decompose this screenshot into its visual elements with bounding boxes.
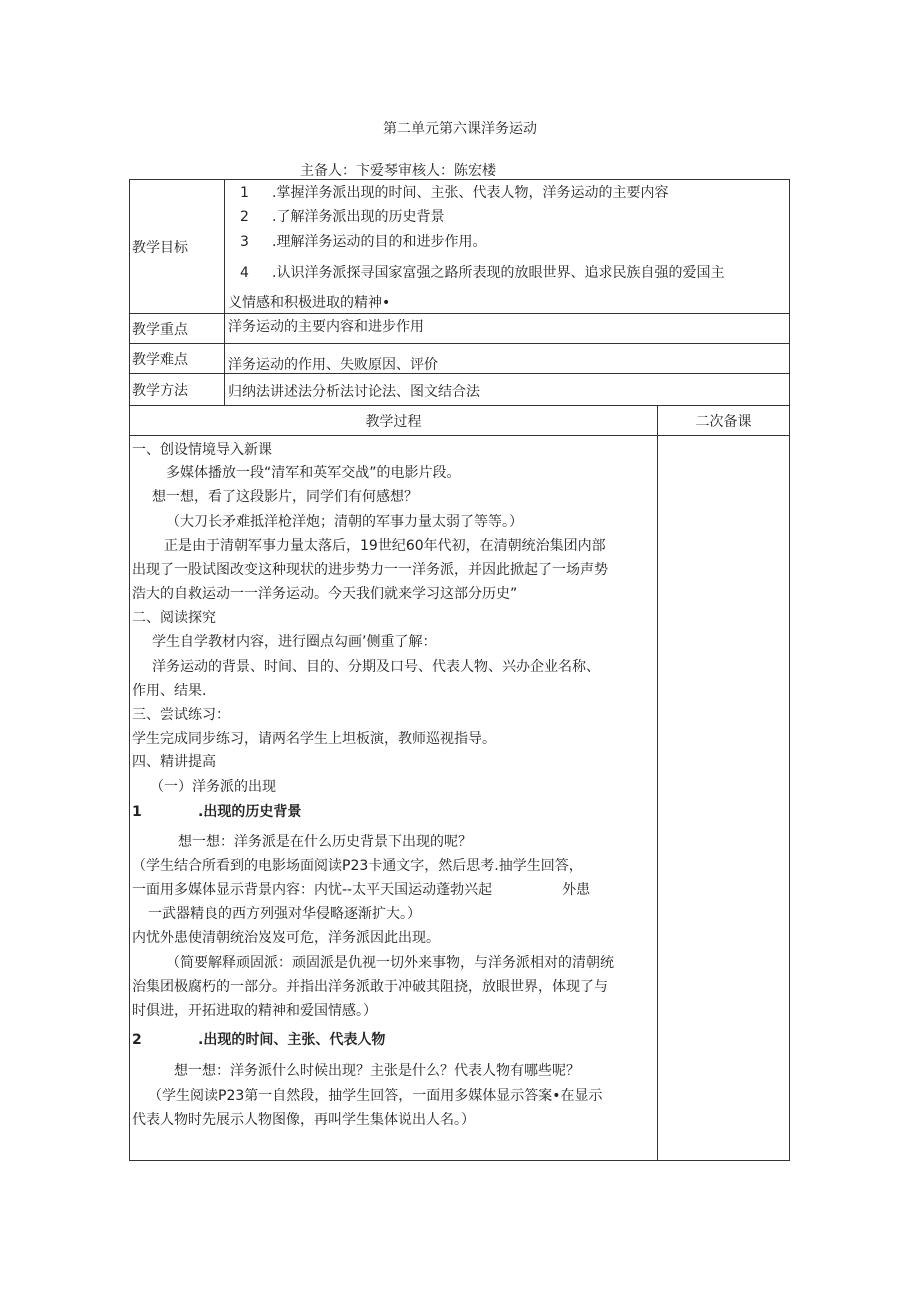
item-heading: 2 .出现的时间、主张、代表人物 xyxy=(132,1032,386,1048)
paragraph: 洋务运动的背景、时间、目的、分期及口号、代表人物、兴办企业名称、 xyxy=(152,659,600,675)
methods-label: 教学方法 xyxy=(130,374,225,405)
objective-item: 4 .认识洋务派探寻国家富强之路所表现的放眼世界、追求民族自强的爱国主 xyxy=(240,265,725,281)
subsection-title: （一）洋务派的出现 xyxy=(150,779,276,795)
section-title: 三、尝试练习： xyxy=(132,707,230,723)
paragraph: 出现了一股试图改变这种现状的进步势力一一洋务派，并因此掀起了一场声势 xyxy=(132,562,608,578)
lesson-plan-table xyxy=(129,179,790,1161)
paragraph: 内忧外患使清朝统治岌岌可危，洋务派因此出现。 xyxy=(132,930,440,946)
methods-row xyxy=(130,374,789,406)
objectives-row xyxy=(130,180,789,314)
paragraph: 一面用多媒体显示背景内容：内忧--太平天国运动蓬勃兴起 外患 xyxy=(132,882,591,898)
process-header-row xyxy=(130,406,789,436)
paragraph: 作用、结果. xyxy=(132,683,207,699)
revision-header: 二次备课 xyxy=(695,414,752,430)
paragraph: 浩大的自救运动一一洋务运动。今天我们就来学习这部分历史” xyxy=(132,586,518,602)
key-points-row xyxy=(130,314,789,344)
paragraph: （学生阅读P23第一自然段，抽学生回答，一面用多媒体显示答案•在显示 xyxy=(148,1088,603,1104)
objective-item: 2 .了解洋务派出现的历史背景 xyxy=(240,209,445,225)
key-points-label: 教学重点 xyxy=(130,314,225,343)
difficulties-label: 教学难点 xyxy=(130,344,225,373)
page-title: 第二单元第六课洋务运动 xyxy=(383,121,537,137)
difficulties-row xyxy=(130,344,789,374)
paragraph: 正是由于清朝军事力量太落后，19世纪60年代初，在清朝统治集团内部 xyxy=(164,538,606,554)
author-line: 主备人：卞爱琴审核人：陈宏楼 xyxy=(300,163,496,179)
paragraph: 治集团极腐朽的一部分。并指出洋务派敢于冲破其阻挠，放眼世界，体现了与 xyxy=(132,979,608,995)
objectives-list xyxy=(226,180,789,314)
paragraph: 学生自学教材内容，进行圈点勾画’侧重了解： xyxy=(152,634,437,650)
process-header: 教学过程 xyxy=(130,406,658,436)
paragraph: 想一想，看了这段影片，同学们有何感想？ xyxy=(152,489,418,505)
section-title: 二、阅读探究 xyxy=(132,610,216,626)
paragraph: 想一想：洋务派是在什么历史背景下出现的呢？ xyxy=(178,834,472,850)
paragraph: 多媒体播放一段“清军和英军交战”的电影片段。 xyxy=(166,465,461,481)
paragraph: 代表人物时先展示人物图像，再叫学生集体说出人名。） xyxy=(132,1112,475,1128)
key-points-value: 洋务运动的主要内容和进步作用 xyxy=(228,319,424,335)
item-heading: 1 .出现的历史背景 xyxy=(132,804,302,820)
section-title: 四、精讲提高 xyxy=(132,754,216,770)
paragraph: 学生完成同步练习，请两名学生上坦板演，教师巡视指导。 xyxy=(132,731,496,747)
objective-item: 3 .理解洋务运动的目的和进步作用。 xyxy=(240,234,487,250)
paragraph: （学生结合所看到的电影场面阅读P23卡通文字，然后思考.抽学生回答， xyxy=(132,858,583,874)
column-divider xyxy=(657,436,658,1160)
section-title: 一、创设情境导入新课 xyxy=(132,442,272,458)
methods-value: 归纳法讲述法分析法讨论法、图文结合法 xyxy=(228,384,480,400)
paragraph: 时俱进，开拓进取的精神和爱国情感。） xyxy=(132,1003,377,1019)
objective-item: 1 .掌握洋务派出现的时间、主张、代表人物，洋务运动的主要内容 xyxy=(240,185,669,201)
objective-item-continuation: 义情感和积极进取的精神• xyxy=(228,295,391,311)
paragraph: （大刀长矛难抵洋枪洋炮；清朝的军事力量太弱了等等。） xyxy=(166,514,523,530)
paragraph: （简要解释顽固派：顽固派是仇视一切外来事物，与洋务派相对的清朝统 xyxy=(166,955,614,971)
difficulties-value: 洋务运动的作用、失败原因、评价 xyxy=(228,357,438,373)
objectives-label: 教学目标 xyxy=(130,180,225,313)
paragraph: 一武器精良的西方列强对华侵略逐渐扩大。） xyxy=(148,906,421,922)
paragraph: 想一想：洋务派什么时候出现？主张是什么？代表人物有哪些呢？ xyxy=(174,1063,580,1079)
process-body xyxy=(130,436,789,1160)
